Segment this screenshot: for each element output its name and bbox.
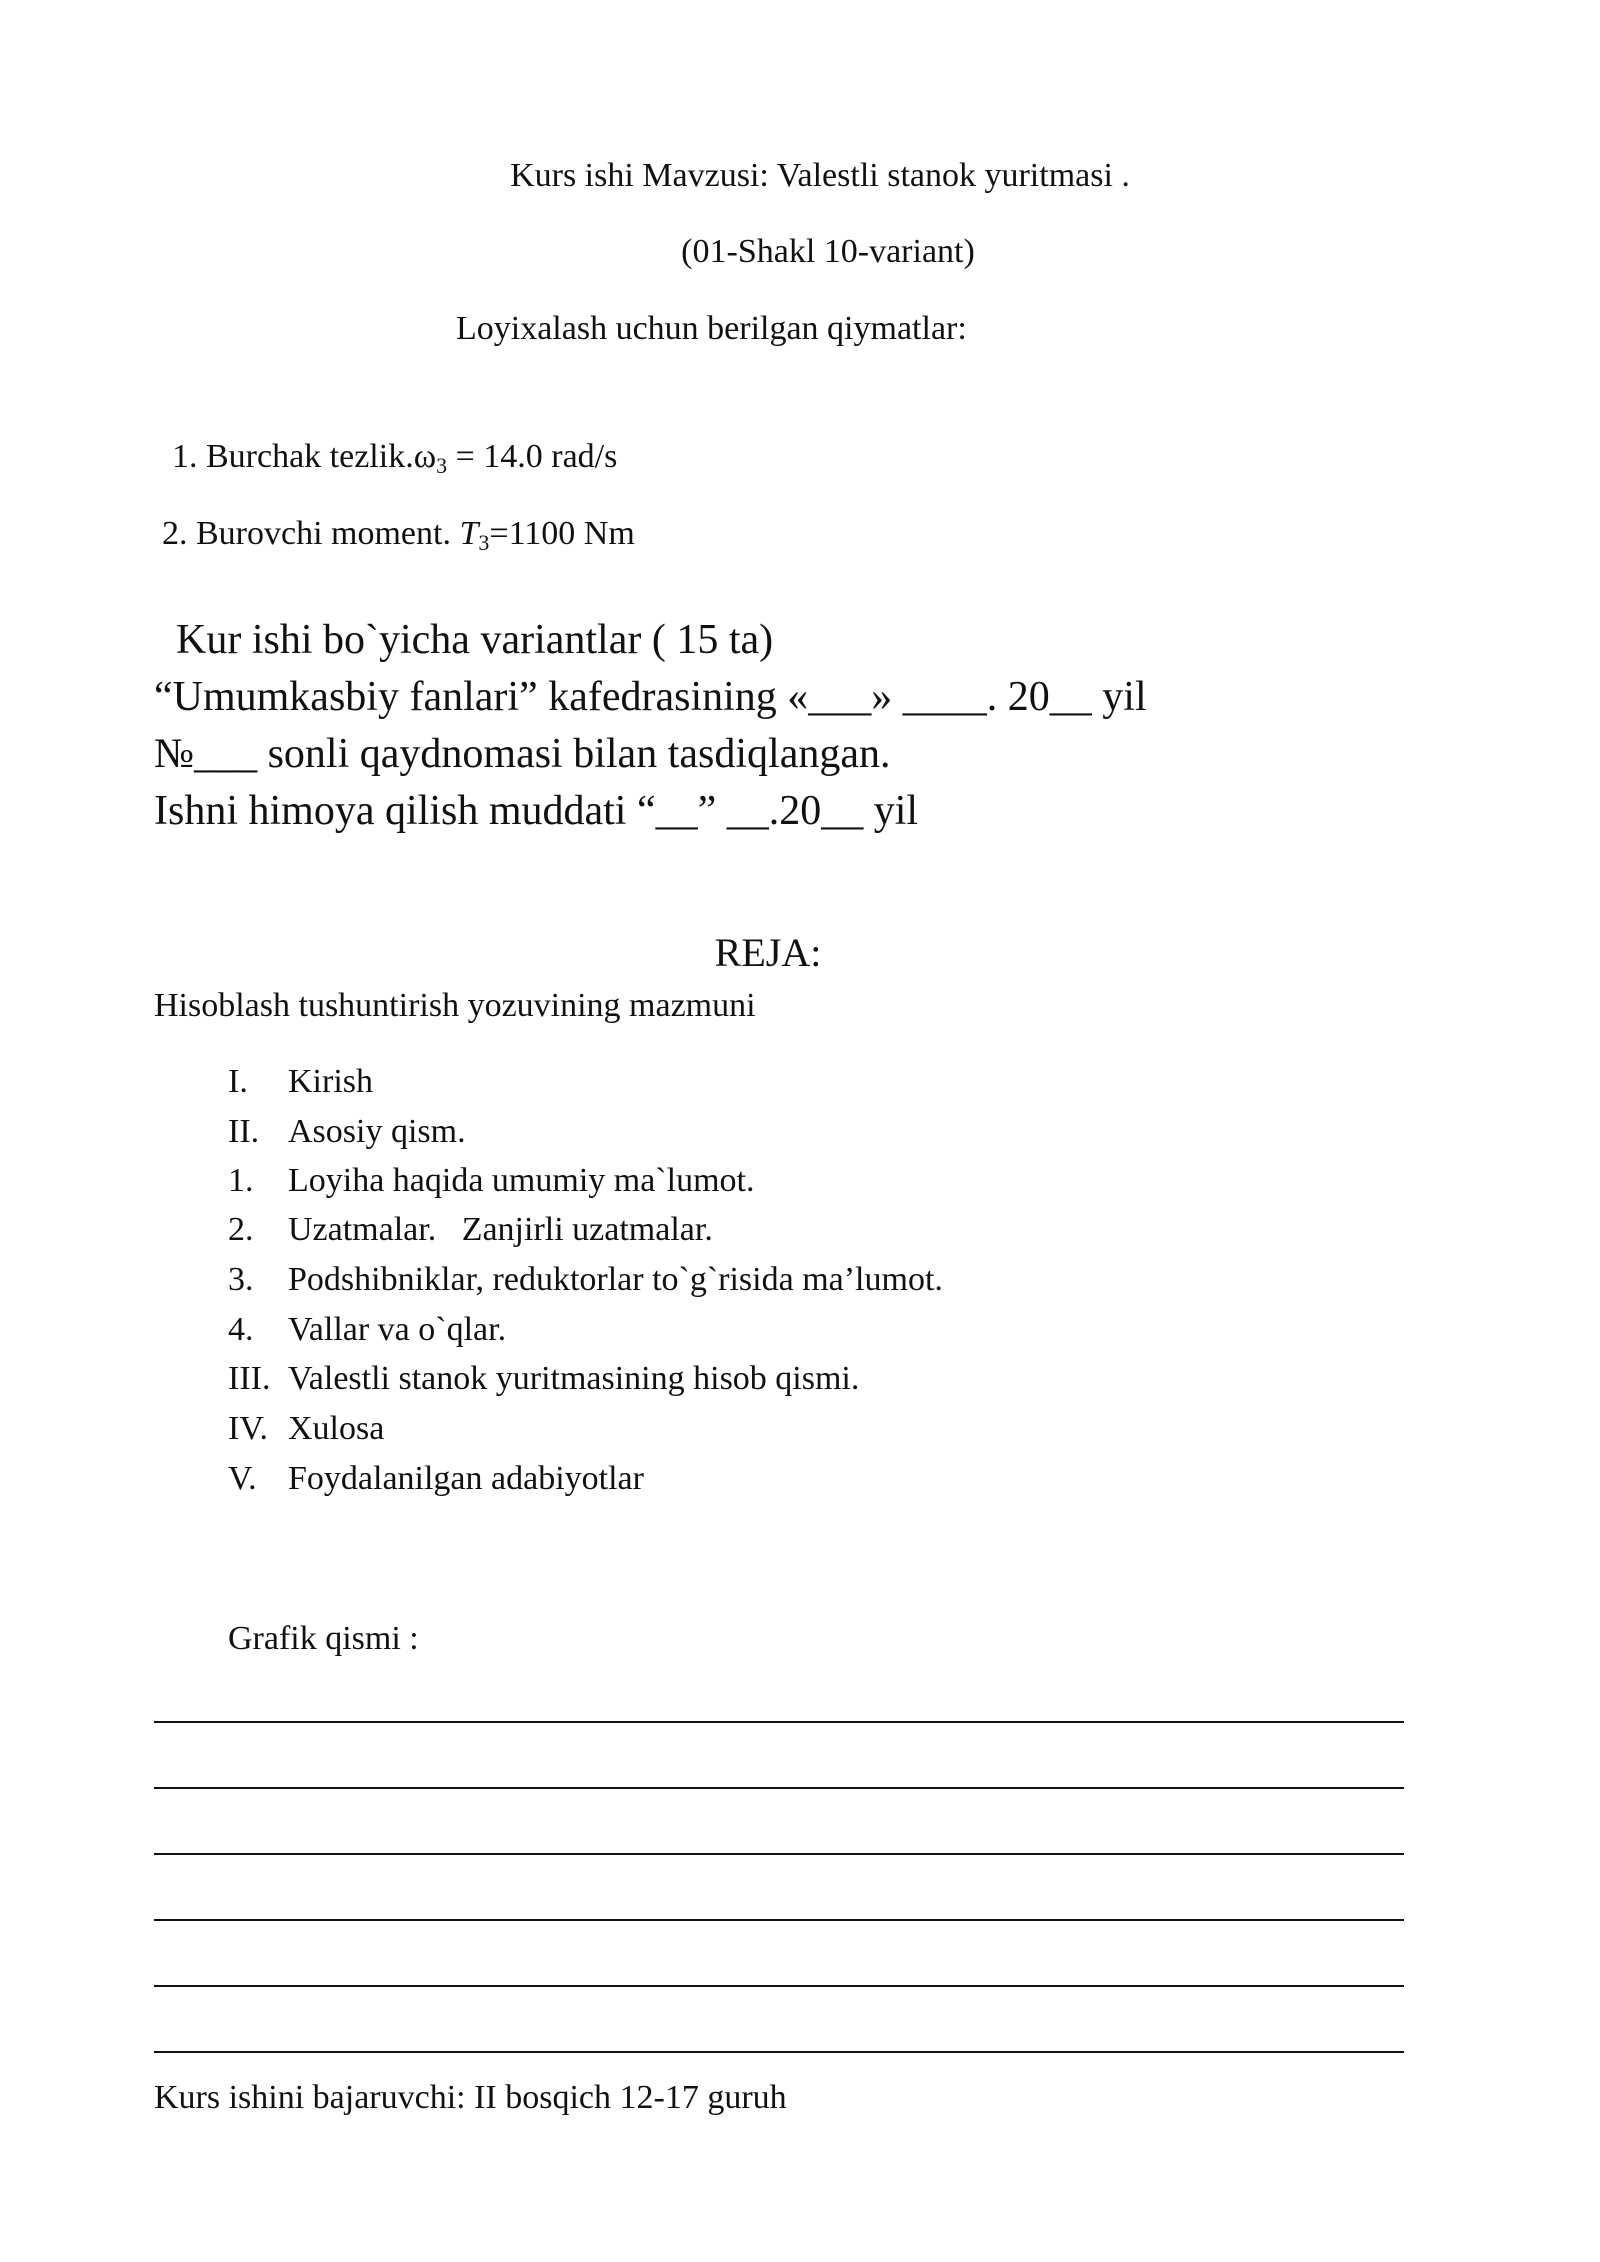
plan-subtitle: Hisoblash tushuntirish yozuvining mazmuni: [154, 987, 756, 1024]
plan-item-number: II.: [228, 1113, 260, 1150]
plan-item-number: IV.: [228, 1410, 268, 1447]
plan-item-label: Foydalanilgan adabiyotlar: [288, 1460, 644, 1497]
blank-line: [154, 1853, 1404, 1855]
plan-item-label: Valestli stanok yuritmasining hisob qismi.: [288, 1360, 860, 1397]
plan-item-label: Xulosa: [288, 1410, 385, 1447]
form-variant-label: (01-Shakl 10-variant): [681, 233, 975, 270]
given-value-amount: =1100 Nm: [489, 515, 635, 552]
plan-item-number: 4.: [228, 1311, 254, 1348]
performer-line: Kurs ishini bajaruvchi: II bosqich 12-17 guruh: [154, 2079, 787, 2116]
plan-item-number: V.: [228, 1460, 257, 1497]
plan-item-label: Loyiha haqida umumiy ma`lumot.: [288, 1162, 755, 1199]
blank-line: [154, 1721, 1404, 1723]
plan-item: [228, 1210, 713, 1250]
given-value-angular-velocity: [172, 437, 617, 480]
given-value-amount: = 14.0 rad/s: [447, 438, 618, 475]
torque-symbol: T: [459, 515, 479, 552]
plan-item-number: 1.: [228, 1162, 254, 1199]
variants-count-line: Kur ishi bo`yicha variantlar ( 15 ta): [176, 617, 774, 663]
plan-item: [228, 1409, 384, 1449]
plan-item-label: Uzatmalar. Zanjirli uzatmalar.: [288, 1211, 713, 1248]
plan-item: [228, 1112, 466, 1152]
plan-item-label: Kirish: [288, 1063, 373, 1100]
plan-item-number: 3.: [228, 1261, 254, 1298]
given-value-prefix: 2. Burovchi moment.: [162, 515, 460, 552]
given-values-heading: Loyixalash uchun berilgan qiymatlar:: [456, 310, 967, 347]
protocol-line: №___ sonli qaydnomasi bilan tasdiqlangan.: [154, 731, 891, 777]
plan-item-label: Podshibniklar, reduktorlar to`g`risida ma’lumot.: [288, 1261, 943, 1298]
graphic-part-label: Grafik qismi :: [228, 1620, 419, 1657]
course-work-title: Kurs ishi Mavzusi: Valestli stanok yuritmasi .: [510, 157, 1130, 194]
blank-line: [154, 1787, 1404, 1789]
blank-line: [154, 1919, 1404, 1921]
blank-line: [154, 2051, 1404, 2053]
plan-item: [228, 1359, 859, 1399]
plan-item: [228, 1062, 373, 1102]
plan-item-number: I.: [228, 1063, 248, 1100]
omega-subscript: 3: [436, 453, 448, 478]
plan-item-number: III.: [228, 1360, 271, 1397]
given-value-torque: [162, 514, 635, 557]
plan-item-number: 2.: [228, 1211, 254, 1248]
plan-item: [228, 1310, 506, 1350]
plan-item: [228, 1161, 754, 1201]
plan-item-label: Asosiy qism.: [288, 1113, 466, 1150]
plan-title: REJA:: [714, 930, 822, 975]
defense-deadline-line: Ishni himoya qilish muddati “__” __.20__ yil: [154, 788, 919, 834]
plan-item: [228, 1459, 644, 1499]
plan-item: [228, 1260, 943, 1300]
omega-symbol: ω: [413, 438, 437, 475]
torque-subscript: 3: [478, 530, 490, 555]
department-approval-line: “Umumkasbiy fanlari” kafedrasining «___» ____. 20__ yil: [154, 674, 1147, 720]
plan-item-label: Vallar va o`qlar.: [288, 1311, 507, 1348]
blank-line: [154, 1985, 1404, 1987]
given-value-prefix: 1. Burchak tezlik.: [172, 438, 414, 475]
